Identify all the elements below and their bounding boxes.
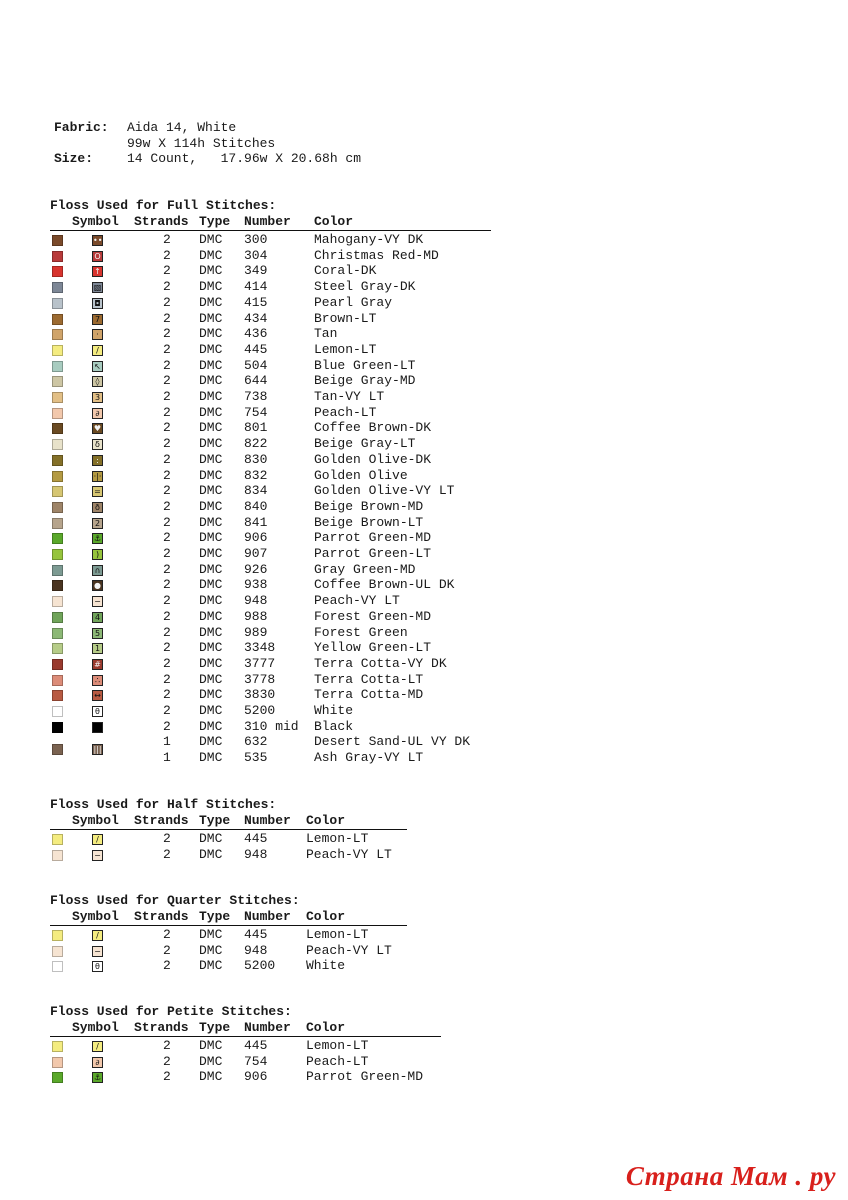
strands-value: 2	[163, 546, 171, 561]
color-swatch	[52, 235, 63, 246]
color-swatch	[52, 533, 63, 544]
number-value: 304	[244, 247, 268, 263]
color-swatch	[52, 298, 63, 309]
color-swatch	[52, 314, 63, 325]
type-value: DMC	[199, 436, 223, 452]
type-value: DMC	[199, 389, 223, 404]
strands-value: 2	[163, 310, 171, 326]
blend-color-name: Desert Sand-UL VY DK	[314, 734, 471, 750]
color-swatch	[52, 946, 63, 957]
stitch-symbol: −	[92, 850, 103, 861]
size-label: Size:	[54, 151, 94, 166]
color-swatch	[52, 1041, 63, 1052]
color-name: Tan-VY LT	[314, 389, 385, 404]
stitch-symbol: ·	[92, 329, 103, 340]
type-value: DMC	[199, 404, 223, 420]
color-name: Parrot Green-MD	[306, 1069, 424, 1085]
number-value: 840	[244, 498, 268, 514]
column-header-number: Number	[244, 909, 291, 924]
color-swatch	[52, 580, 63, 591]
color-swatch	[52, 329, 63, 340]
type-value: DMC	[199, 703, 223, 718]
stitch-symbol: −	[92, 596, 103, 607]
column-header-strands: Strands	[134, 813, 189, 828]
color-swatch	[52, 361, 63, 372]
color-swatch	[52, 549, 63, 560]
stitch-symbol: ð	[92, 502, 103, 513]
color-name: Peach-VY LT	[306, 942, 392, 958]
number-value: 3778	[244, 671, 276, 687]
color-name: Terra Cotta-VY DK	[314, 655, 447, 671]
color-swatch	[52, 518, 63, 529]
number-value: 906	[244, 1069, 268, 1085]
strands-value: 2	[163, 279, 171, 295]
strands-value: 2	[163, 420, 171, 436]
column-header-color: Color	[306, 909, 346, 924]
type-value: DMC	[199, 326, 223, 342]
number-value: 434	[244, 310, 268, 326]
header-rule	[50, 925, 407, 926]
strands-value: 2	[163, 514, 171, 530]
color-name: White	[314, 703, 354, 718]
type-value: DMC	[199, 1069, 223, 1085]
color-name: Peach-LT	[306, 1053, 369, 1069]
column-header-number: Number	[244, 214, 291, 229]
fabric-label: Fabric:	[54, 120, 109, 135]
column-header-type: Type	[199, 813, 231, 828]
color-name: Blue Green-LT	[314, 357, 416, 373]
stitch-symbol: 2	[92, 518, 103, 529]
color-name: Lemon-LT	[306, 927, 369, 942]
stitch-symbol: O	[92, 251, 103, 262]
color-swatch	[52, 251, 63, 262]
number-value: 3348	[244, 640, 276, 656]
color-name: White	[306, 958, 346, 974]
column-header-strands: Strands	[134, 214, 189, 229]
color-swatch	[52, 408, 63, 419]
color-swatch	[52, 439, 63, 450]
type-value: DMC	[199, 608, 223, 624]
blend-number-value: 535	[244, 750, 268, 766]
strands-value: 2	[163, 389, 171, 404]
color-swatch	[52, 596, 63, 607]
stitch-symbol: −	[92, 946, 103, 957]
stitch-symbol: ∴	[92, 675, 103, 686]
section-title: Floss Used for Quarter Stitches:	[50, 893, 300, 908]
number-value: 644	[244, 373, 268, 389]
number-value: 3830	[244, 687, 276, 703]
type-value: DMC	[199, 1053, 223, 1069]
type-value: DMC	[199, 263, 223, 279]
type-value: DMC	[199, 1038, 223, 1053]
blend-strands-value: 1	[163, 750, 171, 766]
color-name: Pearl Gray	[314, 294, 393, 310]
column-header-symbol: Symbol	[72, 909, 119, 924]
strands-value: 2	[163, 687, 171, 703]
blend-type-value: DMC	[199, 734, 223, 750]
header-rule	[50, 1036, 441, 1037]
number-value: 948	[244, 942, 268, 958]
type-value: DMC	[199, 942, 223, 958]
type-value: DMC	[199, 310, 223, 326]
column-header-symbol: Symbol	[72, 1020, 119, 1035]
strands-value: 2	[163, 373, 171, 389]
color-name: Beige Gray-MD	[314, 373, 416, 389]
type-value: DMC	[199, 514, 223, 530]
color-swatch	[52, 282, 63, 293]
color-swatch	[52, 659, 63, 670]
type-value: DMC	[199, 451, 223, 467]
stitch-symbol: δ	[92, 439, 103, 450]
type-value: DMC	[199, 655, 223, 671]
strands-value: 2	[163, 530, 171, 546]
stitch-symbol: :	[92, 455, 103, 466]
number-value: 415	[244, 294, 268, 310]
type-value: DMC	[199, 420, 223, 436]
type-value: DMC	[199, 530, 223, 546]
color-name: Christmas Red-MD	[314, 247, 439, 263]
number-value: 754	[244, 404, 268, 420]
type-value: DMC	[199, 341, 223, 357]
color-name: Tan	[314, 326, 338, 342]
stitch-symbol: ••	[93, 236, 103, 245]
type-value: DMC	[199, 279, 223, 295]
type-value: DMC	[199, 247, 223, 263]
watermark-logo: Страна Мам . ру	[625, 1161, 836, 1191]
number-value: 445	[244, 831, 268, 846]
column-header-number: Number	[244, 813, 291, 828]
type-value: DMC	[199, 232, 223, 247]
color-name: Parrot Green-LT	[314, 546, 432, 561]
strands-value: 2	[163, 436, 171, 452]
strands-value: 2	[163, 671, 171, 687]
stitch-symbol: 7	[92, 314, 103, 325]
color-name: Peach-VY LT	[306, 846, 392, 862]
stitch-symbol: ∩	[92, 565, 103, 576]
color-swatch	[52, 628, 63, 639]
color-swatch	[52, 423, 63, 434]
column-header-color: Color	[306, 1020, 346, 1035]
color-name: Lemon-LT	[314, 341, 377, 357]
stitch-symbol: /	[92, 345, 103, 356]
strands-value: 2	[163, 593, 171, 609]
stitch-symbol: )	[92, 549, 103, 560]
fabric-value: Aida 14, White	[127, 120, 237, 135]
stitch-symbol: 5	[92, 628, 103, 639]
number-value: 988	[244, 608, 268, 624]
strands-value: 2	[163, 357, 171, 373]
number-value: 414	[244, 279, 268, 295]
number-value: 926	[244, 561, 268, 577]
color-name: Lemon-LT	[306, 831, 369, 846]
number-value: 445	[244, 1038, 268, 1053]
stitch-symbol: #	[92, 659, 103, 670]
type-value: DMC	[199, 718, 223, 734]
blend-type-value: DMC	[199, 750, 223, 766]
color-name: Terra Cotta-LT	[314, 671, 424, 687]
color-name: Golden Olive-VY LT	[314, 483, 455, 499]
color-name: Beige Brown-MD	[314, 498, 424, 514]
color-swatch	[52, 643, 63, 654]
column-header-color: Color	[314, 214, 354, 229]
stitch-symbol: θ	[92, 961, 103, 972]
type-value: DMC	[199, 357, 223, 373]
stitch-symbol: 3	[92, 392, 103, 403]
color-name: Terra Cotta-MD	[314, 687, 424, 703]
color-name: Coral-DK	[314, 263, 377, 279]
blend-number-value: 632	[244, 734, 268, 750]
number-value: 830	[244, 451, 268, 467]
color-swatch	[52, 376, 63, 387]
header-rule	[50, 829, 407, 830]
stitch-symbol: 4	[92, 612, 103, 623]
color-swatch	[52, 565, 63, 576]
stitch-symbol: ⚓	[93, 534, 102, 544]
section-title: Floss Used for Half Stitches:	[50, 797, 277, 812]
number-value: 300	[244, 232, 268, 247]
stitch-symbol: ◘	[92, 298, 103, 309]
color-name: Lemon-LT	[306, 1038, 369, 1053]
section-title: Floss Used for Petite Stitches:	[50, 1004, 292, 1019]
color-swatch	[52, 392, 63, 403]
column-header-strands: Strands	[134, 909, 189, 924]
type-value: DMC	[199, 561, 223, 577]
stitch-symbol: /	[92, 834, 103, 845]
strands-value: 2	[163, 1053, 171, 1069]
strands-value: 2	[163, 483, 171, 499]
color-name: Forest Green-MD	[314, 608, 432, 624]
color-swatch	[52, 850, 63, 861]
type-value: DMC	[199, 958, 223, 974]
strands-value: 2	[163, 846, 171, 862]
color-swatch	[52, 486, 63, 497]
stitch-symbol: /	[92, 1041, 103, 1052]
blend-stitch-symbol: |||	[93, 745, 102, 755]
strands-value: 2	[163, 498, 171, 514]
color-name: Golden Olive	[314, 467, 408, 483]
color-swatch	[52, 834, 63, 845]
strands-value: 2	[163, 608, 171, 624]
color-swatch	[52, 1072, 63, 1083]
strands-value: 2	[163, 624, 171, 640]
header-rule	[50, 230, 491, 231]
blend-color-swatch	[52, 744, 63, 755]
strands-value: 2	[163, 467, 171, 483]
column-header-symbol: Symbol	[72, 214, 119, 229]
number-value: 906	[244, 530, 268, 546]
column-header-symbol: Symbol	[72, 813, 119, 828]
strands-value: 2	[163, 577, 171, 593]
number-value: 948	[244, 846, 268, 862]
type-value: DMC	[199, 624, 223, 640]
column-header-strands: Strands	[134, 1020, 189, 1035]
size-value: 14 Count, 17.96w X 20.68h cm	[127, 151, 362, 166]
color-name: Yellow Green-LT	[314, 640, 432, 656]
stitch-symbol: 1	[92, 643, 103, 654]
color-swatch	[52, 345, 63, 356]
color-swatch	[52, 455, 63, 466]
color-name: Beige Brown-LT	[314, 514, 424, 530]
number-value: 436	[244, 326, 268, 342]
blend-strands-value: 1	[163, 734, 171, 750]
color-name: Mahogany-VY DK	[314, 232, 424, 247]
number-value: 504	[244, 357, 268, 373]
strands-value: 2	[163, 958, 171, 974]
color-swatch	[52, 266, 63, 277]
number-value: 948	[244, 593, 268, 609]
type-value: DMC	[199, 498, 223, 514]
color-swatch	[52, 930, 63, 941]
number-value: 832	[244, 467, 268, 483]
number-value: 445	[244, 341, 268, 357]
color-swatch	[52, 706, 63, 717]
type-value: DMC	[199, 483, 223, 499]
stitch-symbol: =	[92, 486, 103, 497]
color-name: Steel Gray-DK	[314, 279, 416, 295]
number-value: 801	[244, 420, 268, 436]
stitch-symbol: ●	[92, 580, 103, 591]
strands-value: 2	[163, 942, 171, 958]
color-name: Parrot Green-MD	[314, 530, 432, 546]
strands-value: 2	[163, 1038, 171, 1053]
color-name: Beige Gray-LT	[314, 436, 416, 452]
stitch-symbol: ∂	[92, 408, 103, 419]
stitch-symbol: θ	[92, 706, 103, 717]
color-name: Forest Green	[314, 624, 408, 640]
number-value: 349	[244, 263, 268, 279]
strands-value: 2	[163, 451, 171, 467]
type-value: DMC	[199, 546, 223, 561]
strands-value: 2	[163, 404, 171, 420]
color-swatch	[52, 722, 63, 733]
number-value: 834	[244, 483, 268, 499]
type-value: DMC	[199, 846, 223, 862]
column-header-number: Number	[244, 1020, 291, 1035]
number-value: 738	[244, 389, 268, 404]
column-header-type: Type	[199, 1020, 231, 1035]
strands-value: 2	[163, 831, 171, 846]
strands-value: 2	[163, 718, 171, 734]
color-swatch	[52, 1057, 63, 1068]
number-value: 5200	[244, 958, 276, 974]
color-swatch	[52, 961, 63, 972]
blend-color-name: Ash Gray-VY LT	[314, 750, 424, 766]
strands-value: 2	[163, 655, 171, 671]
color-name: Brown-LT	[314, 310, 377, 326]
color-name: Black	[314, 718, 354, 734]
strands-value: 2	[163, 1069, 171, 1085]
number-value: 445	[244, 927, 268, 942]
number-value: 841	[244, 514, 268, 530]
number-value: 3777	[244, 655, 276, 671]
stitch-symbol: ∂	[92, 1057, 103, 1068]
stitch-symbol	[92, 722, 103, 733]
number-value: 907	[244, 546, 268, 561]
type-value: DMC	[199, 671, 223, 687]
type-value: DMC	[199, 577, 223, 593]
stitch-count-value: 99w X 114h Stitches	[127, 136, 276, 151]
number-value: 989	[244, 624, 268, 640]
color-swatch	[52, 690, 63, 701]
strands-value: 2	[163, 247, 171, 263]
stitch-symbol: ⚓	[93, 1073, 102, 1083]
type-value: DMC	[199, 640, 223, 656]
strands-value: 2	[163, 232, 171, 247]
number-value: 310 mid	[244, 718, 299, 734]
color-swatch	[52, 612, 63, 623]
color-name: Coffee Brown-DK	[314, 420, 432, 436]
type-value: DMC	[199, 831, 223, 846]
stitch-symbol: ·|·	[93, 471, 102, 481]
strands-value: 2	[163, 640, 171, 656]
column-header-type: Type	[199, 909, 231, 924]
stitch-symbol: /	[92, 930, 103, 941]
column-header-type: Type	[199, 214, 231, 229]
strands-value: 2	[163, 326, 171, 342]
number-value: 5200	[244, 703, 276, 718]
stitch-symbol: ↔	[92, 690, 103, 701]
color-name: Coffee Brown-UL DK	[314, 577, 455, 593]
type-value: DMC	[199, 927, 223, 942]
strands-value: 2	[163, 561, 171, 577]
color-swatch	[52, 675, 63, 686]
type-value: DMC	[199, 687, 223, 703]
strands-value: 2	[163, 263, 171, 279]
stitch-symbol: ▧	[93, 283, 102, 293]
number-value: 938	[244, 577, 268, 593]
color-name: Peach-VY LT	[314, 593, 400, 609]
strands-value: 2	[163, 927, 171, 942]
stitch-symbol: ↑	[92, 266, 103, 277]
number-value: 822	[244, 436, 268, 452]
stitch-symbol: ◊	[92, 376, 103, 387]
column-header-color: Color	[306, 813, 346, 828]
type-value: DMC	[199, 294, 223, 310]
number-value: 754	[244, 1053, 268, 1069]
color-swatch	[52, 502, 63, 513]
color-name: Gray Green-MD	[314, 561, 416, 577]
type-value: DMC	[199, 467, 223, 483]
color-name: Peach-LT	[314, 404, 377, 420]
strands-value: 2	[163, 341, 171, 357]
stitch-symbol: ♥	[93, 424, 102, 434]
type-value: DMC	[199, 593, 223, 609]
section-title: Floss Used for Full Stitches:	[50, 198, 277, 213]
type-value: DMC	[199, 373, 223, 389]
stitch-symbol: ↖	[92, 361, 103, 372]
strands-value: 2	[163, 703, 171, 718]
color-name: Golden Olive-DK	[314, 451, 432, 467]
strands-value: 2	[163, 294, 171, 310]
color-swatch	[52, 471, 63, 482]
